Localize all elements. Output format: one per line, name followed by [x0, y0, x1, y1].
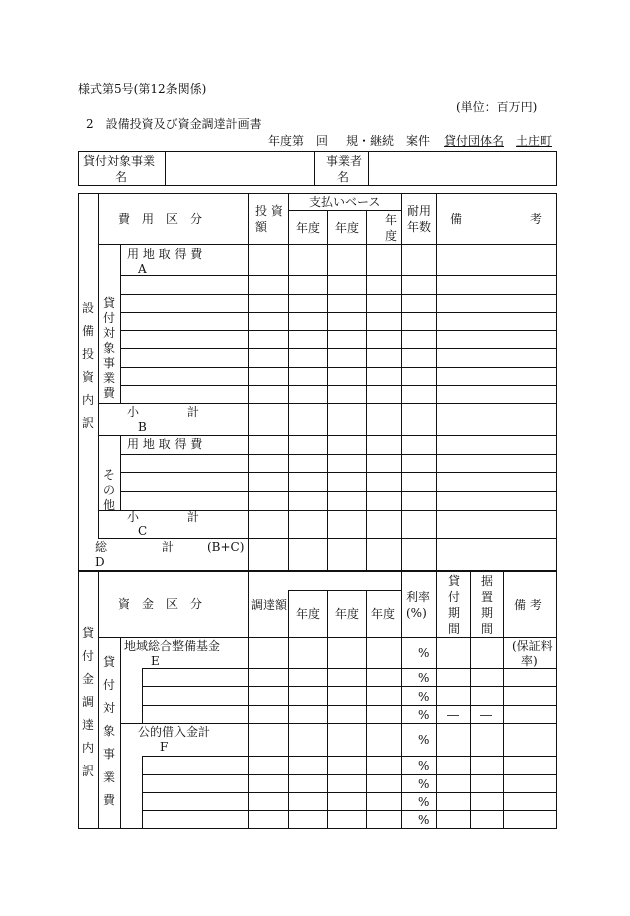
finance-remarks-header: 備 考: [514, 598, 542, 612]
section-title: 2 設備投資及び資金調達計画書: [86, 117, 262, 131]
payment-year-3-header: 年: [385, 213, 398, 227]
rate-percent: %: [418, 759, 430, 773]
interest-rate-header-2: (%): [406, 606, 427, 620]
remarks-header-2: 考: [530, 212, 543, 226]
finance-side-label: 貸 付 金 調 達 内 訳: [81, 626, 94, 778]
rate-percent: %: [418, 671, 430, 685]
investment-amount-header-2: 額: [255, 220, 268, 234]
payment-year-3-header-2: 度: [385, 229, 398, 243]
subtotal-B: B: [138, 420, 147, 434]
finance-year-3-header: 年度: [371, 607, 396, 621]
payment-base-header: 支払いベース: [309, 195, 381, 209]
rate-percent: %: [418, 690, 430, 704]
rate-percent: %: [418, 813, 430, 827]
guarantee-note-1: (保証料: [512, 639, 553, 653]
plan-year-round: 年度第 回: [268, 134, 329, 148]
investment-amount-header: 投 資: [255, 204, 283, 218]
land-cost-label: 用 地 取 得 費: [127, 247, 203, 261]
project-name-label: 貸付対象事業: [83, 154, 156, 168]
deferment-dash: ―: [480, 708, 492, 722]
cost-category-header: 費 用 区 分: [118, 212, 203, 226]
deferment-header-2: 置: [481, 590, 494, 604]
loan-target-cost-label: 貸 付 対 象 事 業 費: [102, 296, 115, 400]
total-label-1: 総: [95, 540, 108, 554]
total-D: D: [95, 555, 105, 569]
lender-name-value: 土庄町: [516, 134, 553, 148]
useful-life-header-2: 年数: [407, 220, 432, 234]
deferment-header-3: 期: [481, 606, 494, 620]
project-name-field[interactable]: [165, 152, 314, 185]
subtotal-C: C: [138, 524, 148, 538]
unit-label: (単位：百万円): [456, 100, 538, 114]
lender-name-label: 貸付団体名: [444, 134, 505, 148]
rate-percent: %: [418, 733, 430, 747]
payment-year-2-header: 年度: [335, 221, 360, 235]
finance-year-1-header: 年度: [296, 607, 321, 621]
deferment-header-4: 間: [481, 622, 494, 636]
finance-loan-target-label: 貸 付 対 象 事 業 費: [102, 655, 115, 807]
form-number: 様式第5号(第12条関係): [78, 82, 207, 96]
operator-name-label: 事業者: [326, 154, 363, 168]
plan-new-continuing: 規・継続 案件: [346, 134, 431, 148]
total-label-2: 計: [162, 540, 175, 554]
loan-period-header-3: 期: [448, 606, 461, 620]
rate-percent: %: [418, 646, 430, 660]
public-loan-F: F: [160, 740, 169, 754]
land-cost-2-label: 用 地 取 得 費: [127, 437, 203, 451]
rate-percent: %: [418, 795, 430, 809]
project-name-label-2: 名: [115, 170, 128, 184]
investment-side-label: 設 備 投 資 内 訳: [81, 301, 94, 430]
payment-year-1-header: 年度: [296, 221, 321, 235]
operator-name-field[interactable]: [368, 152, 557, 185]
loan-period-header-2: 付: [448, 590, 461, 604]
rate-percent: %: [418, 777, 430, 791]
land-cost-A: A: [138, 262, 147, 276]
public-loan-label: 公的借入金計: [138, 725, 211, 739]
deferment-header-1: 据: [481, 574, 494, 588]
regional-fund-E: E: [151, 654, 160, 668]
loan-period-header-4: 間: [448, 622, 461, 636]
fund-category-header: 資 金 区 分: [118, 597, 203, 611]
other-costs-label: そ の 他: [102, 468, 115, 512]
regional-fund-label: 地域総合整備基金: [124, 639, 221, 653]
interest-rate-header: 利率: [406, 590, 431, 604]
subtotal-C-label: 小 計: [127, 510, 200, 524]
guarantee-note-2: 率): [521, 654, 538, 668]
loan-period-dash: ―: [447, 708, 459, 722]
remarks-header: 備: [450, 212, 463, 226]
total-label-3: (B+C): [207, 540, 245, 554]
loan-period-header-1: 貸: [448, 574, 461, 588]
rate-percent: %: [418, 708, 430, 722]
finance-year-2-header: 年度: [335, 607, 360, 621]
subtotal-B-label: 小 計: [127, 405, 200, 419]
raised-amount-header: 調達額: [251, 598, 288, 612]
useful-life-header: 耐用: [407, 204, 432, 218]
operator-name-label-2: 名: [337, 170, 350, 184]
